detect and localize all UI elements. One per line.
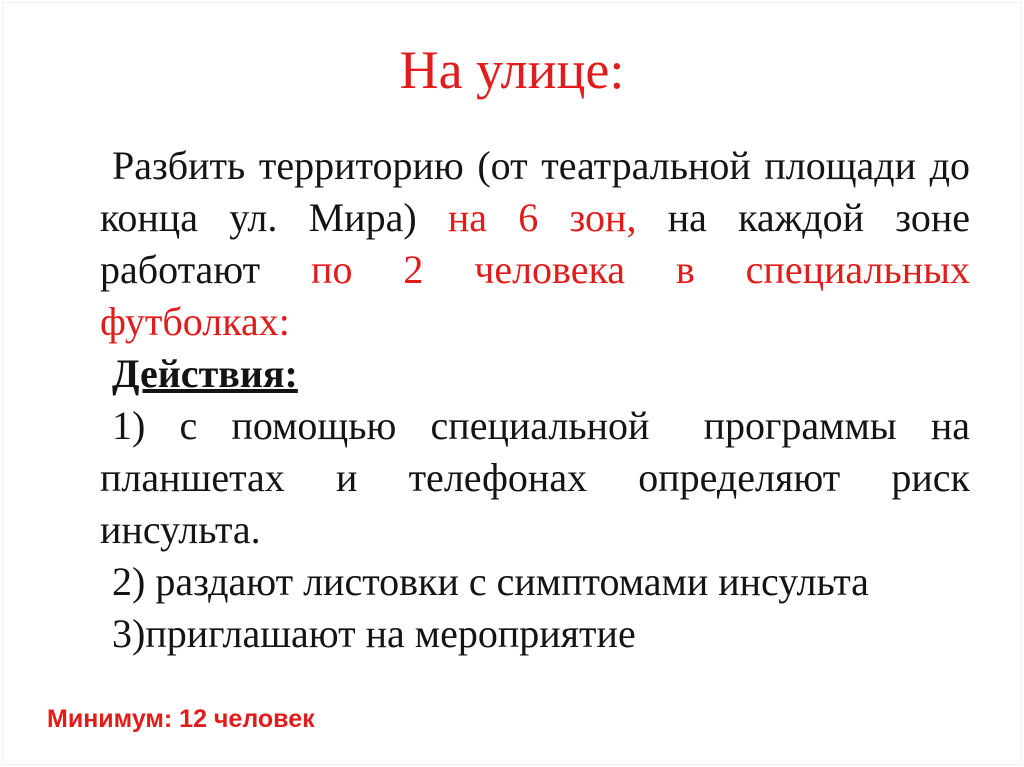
text-segment-black: Разбить территорию (от театральной площади до bbox=[112, 143, 970, 188]
text-segment-red: по 2 человека в специальных bbox=[311, 247, 970, 292]
footer-note: Минимум: 12 человек bbox=[47, 705, 315, 733]
text-line bbox=[100, 244, 970, 296]
action-item-3: 3)приглашают на мероприятие bbox=[112, 611, 636, 656]
text-segment-black: планшетах и телефонах определяют риск bbox=[100, 455, 970, 500]
text-segment-black: инсульта. bbox=[100, 507, 261, 552]
slide-title: На улице: bbox=[399, 40, 625, 100]
text-segment-red: футболках: bbox=[100, 299, 290, 344]
text-segment-black: работают bbox=[100, 247, 312, 292]
action-item-2: 2) раздают листовки с симптомами инсульта bbox=[112, 559, 869, 604]
action-item-1 bbox=[100, 400, 970, 556]
actions-header-line bbox=[100, 348, 970, 400]
text-line bbox=[100, 452, 970, 504]
text-line bbox=[100, 296, 970, 348]
text-line bbox=[100, 504, 970, 556]
paragraph-territory bbox=[100, 140, 970, 348]
text-segment-black: 1) с помощью специальной программы на bbox=[112, 403, 970, 448]
actions-header: Действия: bbox=[112, 351, 298, 396]
text-segment-black: конца ул. Мира) bbox=[100, 195, 448, 240]
text-segment-red: на 6 зон, bbox=[447, 195, 637, 240]
text-line bbox=[100, 192, 970, 244]
slide-body bbox=[100, 140, 970, 660]
text-segment-black: на каждой зоне bbox=[636, 195, 970, 240]
text-line bbox=[100, 140, 970, 192]
text-line bbox=[100, 400, 970, 452]
